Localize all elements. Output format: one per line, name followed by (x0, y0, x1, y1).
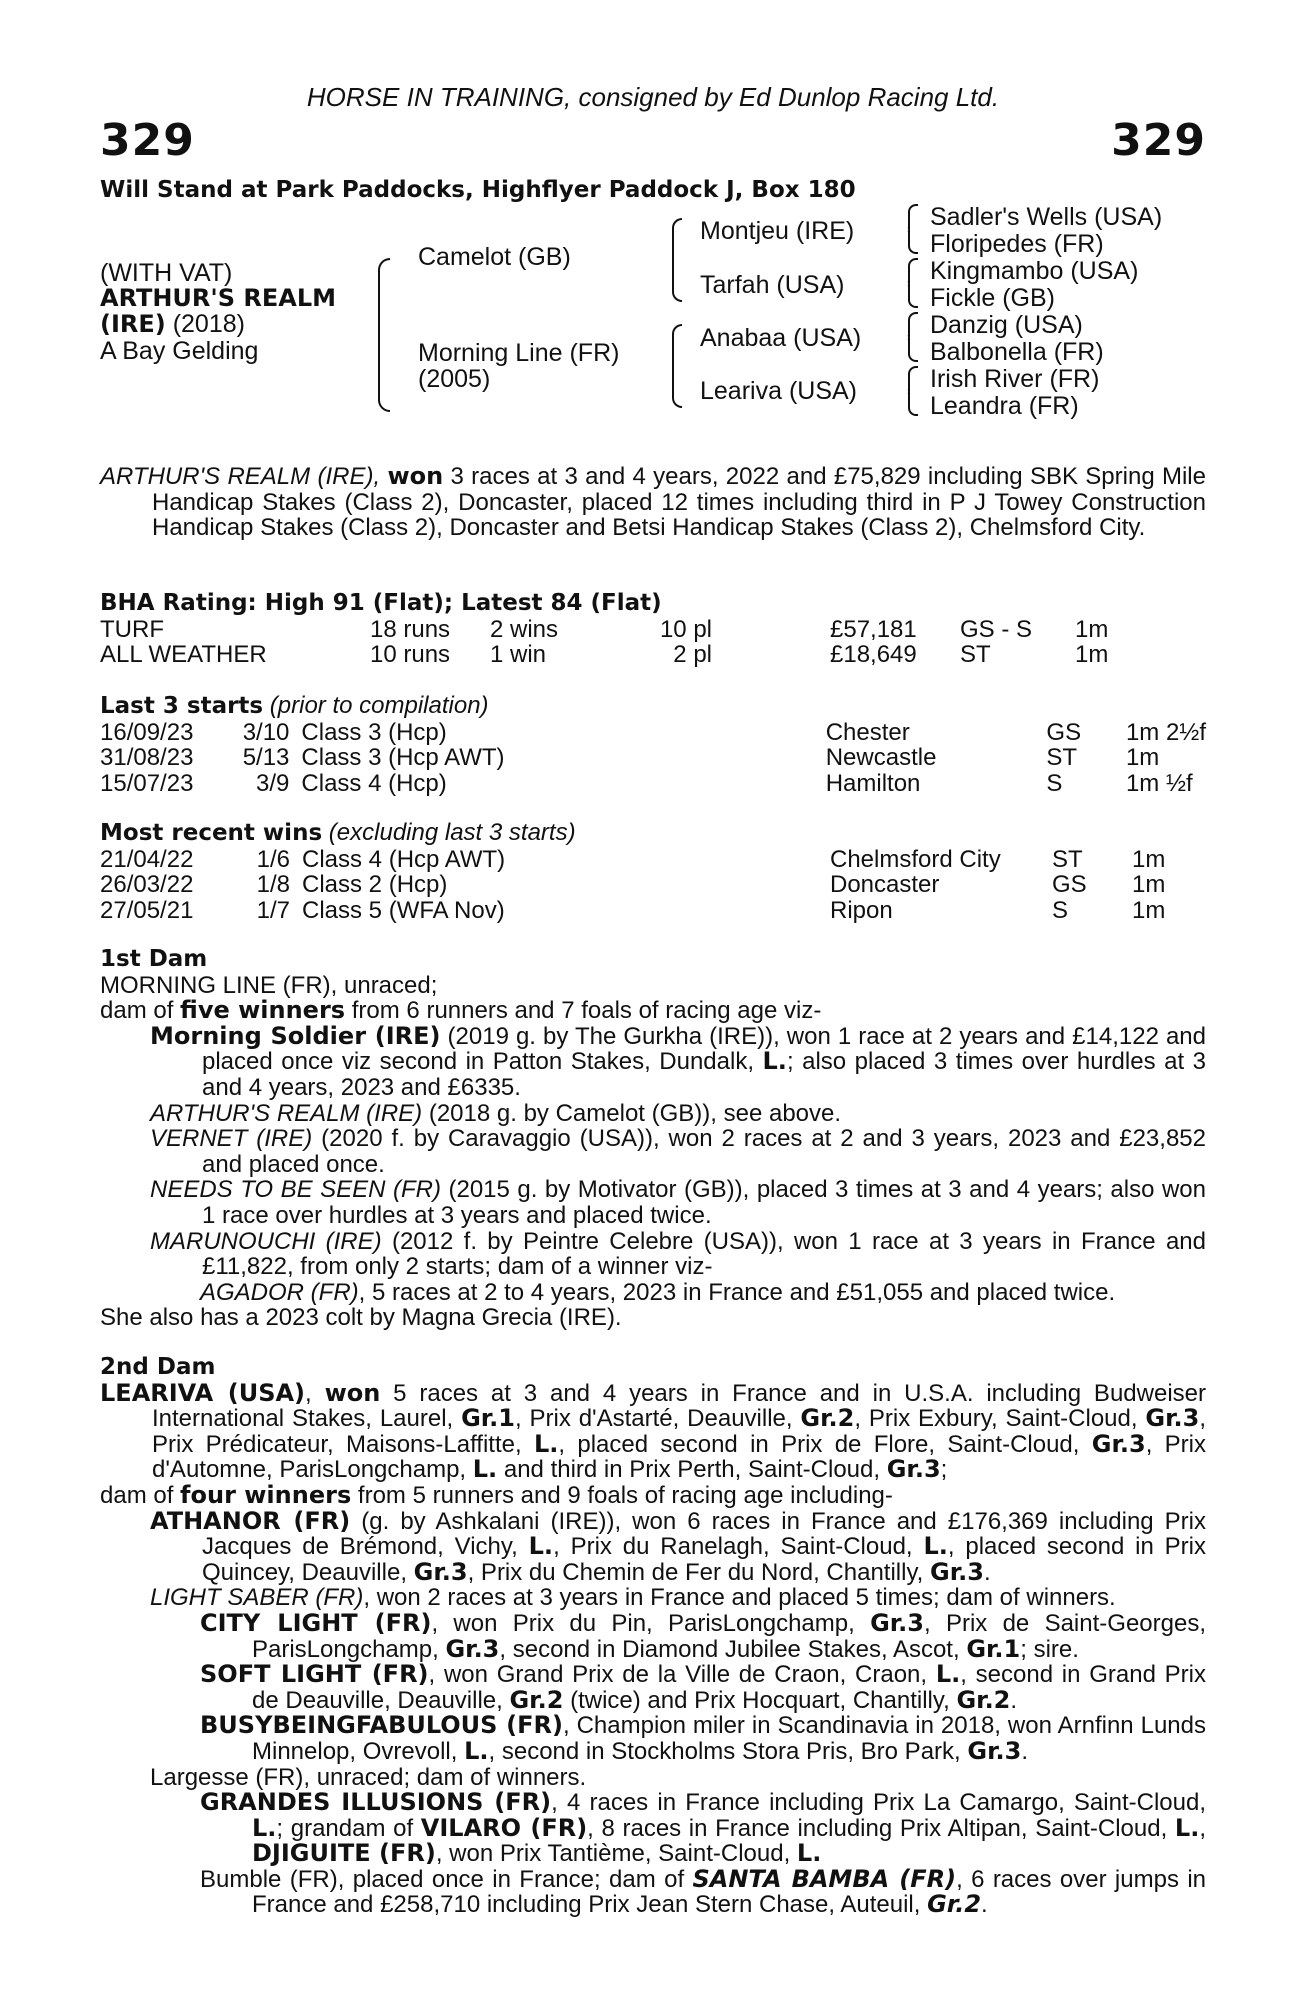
first-dam (100, 947, 1206, 1331)
list-item: CITY LIGHT (FR), won Prix du Pin, ParisLongchamp, Gr.3, Prix de Saint-Georges, ParisLongchamp, Gr.3, second in Diamond Jubilee Stakes, Ascot, Gr.1; sire. (200, 1608, 1206, 1663)
gg-4: Fickle (GB) (930, 284, 1055, 312)
sire-brace (672, 218, 682, 302)
dam-dam: Leariva (USA) (700, 377, 857, 405)
second-dam-title: 2nd Dam (100, 1354, 216, 1380)
list-item: LIGHT SABER (FR), won 2 races at 3 years in France and placed 5 times; dam of winners. (150, 1584, 1116, 1612)
dam-brace (672, 324, 682, 408)
sire-sire: Montjeu (IRE) (700, 217, 855, 245)
list-item: GRANDES ILLUSIONS (FR), 4 races in France including Prix La Camargo, Saint-Cloud, L.; grandam of VILARO (FR), 8 races in France including Prix Altipan, Saint-Cloud, L., DJIGUITE (FR), won Prix Tantième, Saint-Cloud, L. (200, 1788, 1207, 1868)
table-row: 15/07/23 3/9 Class 4 (Hcp) Hamilton S 1m ½f (100, 769, 1193, 797)
pedigree-brace-main (378, 258, 390, 412)
consignor-line: HORSE IN TRAINING, consigned by Ed Dunlop Racing Ltd. (306, 82, 1000, 112)
race-summary: ARTHUR'S REALM (IRE), won 3 races at 3 and 4 years, 2022 and £75,829 including SBK Spring Mile Handicap Stakes (Class 2), Doncaster, placed 12 times including third in P J Towey Construction Handicap Stakes (Class 2), Doncaster and Betsi Handicap Stakes (Class 2), Chelmsford City. (100, 462, 1206, 542)
gg-6: Balbonella (FR) (930, 338, 1104, 366)
last-3-title: Last 3 starts (prior to compilation) (100, 692, 489, 719)
dam-sire: Anabaa (USA) (700, 324, 862, 352)
horse-origin-year: (IRE) (2018) (100, 310, 245, 338)
brace-g34 (902, 258, 914, 308)
dam2-winners-line: dam of four winners from 5 runners and 9 foals of racing age including- (100, 1480, 893, 1509)
list-item: BUSYBEINGFABULOUS (FR), Champion miler in Scandinavia in 2018, won Arnfinn Lunds Minnelop, Ovrevoll, L., second in Stockholms Stora Pris, Bro Park, Gr.3. (200, 1711, 1207, 1765)
table-row: 21/04/22 1/6 Class 4 (Hcp AWT) Chelmsford City ST 1m (100, 845, 1166, 873)
bha-rating (100, 591, 1206, 668)
list-item: Bumble (FR), placed once in France; dam of SANTA BAMBA (FR), 6 races over jumps in France and £258,710 including Prix Jean Stern Chase, Auteuil, Gr.2. (200, 1864, 1206, 1919)
table-row: TURF 18 runs 2 wins 10 pl £57,181 GS - S 1m (100, 615, 1109, 643)
list-item: Largesse (FR), unraced; dam of winners. (150, 1763, 587, 1791)
list-item: AGADOR (FR), 5 races at 2 to 4 years, 2023 in France and £51,055 and placed twice. (200, 1278, 1116, 1306)
list-item: ATHANOR (FR) (g. by Ashkalani (IRE)), won 6 races in France and £176,369 including Prix Jacques de Brémond, Vichy, L., Prix du Ranelagh, Saint-Cloud, L., placed second in Prix Quincey, Deauville, Gr.3, Prix du Chemin de Fer du Nord, Chantilly, Gr.3. (150, 1506, 1207, 1586)
catalogue-page (100, 0, 1206, 2000)
table-row: 27/05/21 1/7 Class 5 (WFA Nov) Ripon S 1m (100, 896, 1166, 924)
dam1-winners-line: dam of five winners from 6 runners and 7 foals of racing age viz- (100, 996, 822, 1025)
brace-g12 (902, 204, 914, 254)
dam-name: Morning Line (FR) (418, 339, 620, 367)
list-item: ARTHUR'S REALM (IRE) (2018 g. by Camelot (GB)), see above. (150, 1099, 842, 1127)
recent-wins-title: Most recent wins (excluding last 3 starts) (100, 819, 576, 846)
gg-8: Leandra (FR) (930, 392, 1079, 420)
lot-number-left: 329 (100, 115, 195, 166)
sire-dam: Tarfah (USA) (700, 271, 845, 299)
first-dam-title: 1st Dam (100, 946, 208, 972)
brace-g78 (902, 366, 914, 416)
recent-wins-table (100, 847, 1165, 924)
list-item: MARUNOUCHI (IRE) (2012 f. by Peintre Celebre (USA)), won 1 race at 3 years in France and £11,822, from only 2 starts; dam of a winner viz- (150, 1227, 1206, 1281)
dam1-line: MORNING LINE (FR), unraced; (100, 971, 438, 999)
horse-description: A Bay Gelding (100, 337, 259, 365)
rating-table (100, 617, 1108, 668)
dam-year: (2005) (418, 365, 491, 393)
sire: Camelot (GB) (418, 243, 571, 271)
most-recent-wins (100, 820, 1206, 923)
table-row: 26/03/22 1/8 Class 2 (Hcp) Doncaster GS 1m (100, 871, 1166, 899)
lot-number-right: 329 (1111, 115, 1206, 166)
list-item: SOFT LIGHT (FR), won Grand Prix de la Ville de Craon, Craon, L., second in Grand Prix de Deauville, Deauville, Gr.2 (twice) and Prix Hocquart, Chantilly, Gr.2. (200, 1660, 1207, 1714)
gg-5: Danzig (USA) (930, 311, 1083, 339)
list-item: VERNET (IRE) (2020 f. by Caravaggio (USA)), won 2 races at 2 and 3 years, 2023 and £23,852 and placed once. (150, 1125, 1206, 1178)
brace-g56 (902, 312, 914, 362)
table-row: 31/08/23 5/13 Class 3 (Hcp AWT) Newcastle ST 1m (100, 744, 1160, 772)
horse-name: ARTHUR'S REALM (100, 284, 337, 312)
list-item: Morning Soldier (IRE) (2019 g. by The Gurkha (IRE)), won 1 race at 2 years and £14,122 and placed once viz second in Patton Stakes, Dundalk, L.; also placed 3 times over hurdles at 3 and 4 years, 2023 and £6335. (150, 1021, 1206, 1101)
gg-7: Irish River (FR) (930, 365, 1100, 393)
vat-note: (WITH VAT) (100, 259, 233, 287)
dam1-end-line: She also has a 2023 colt by Magna Grecia (IRE). (100, 1304, 622, 1332)
last-3-table (100, 720, 1206, 797)
table-row: ALL WEATHER 10 runs 1 win 2 pl £18,649 ST 1m (100, 641, 1109, 669)
second-dam (100, 1355, 1206, 1918)
table-row: 16/09/23 3/10 Class 3 (Hcp) Chester GS 1m 2½f (100, 718, 1206, 746)
last-3-starts (100, 693, 1206, 796)
gg-1: Sadler's Wells (USA) (930, 203, 1163, 231)
dam2-record: LEARIVA (USA), won 5 races at 3 and 4 years in France and in U.S.A. including Budweiser International Stakes, Laurel, Gr.1, Prix d'Astarté, Deauville, Gr.2, Prix Exbury, Saint-Cloud, Gr.3, Prix Prédicateur, Maisons-Laffitte, L., placed second in Prix de Flore, Saint-Cloud, Gr.3, Prix d'Automne, ParisLongchamp, L. and third in Prix Perth, Saint-Cloud, Gr.3; (100, 1378, 1206, 1484)
gg-3: Kingmambo (USA) (930, 257, 1139, 285)
gg-2: Floripedes (FR) (930, 230, 1104, 258)
list-item: NEEDS TO BE SEEN (FR) (2015 g. by Motivator (GB)), placed 3 times at 3 and 4 years; also won 1 race over hurdles at 3 years and placed twice. (150, 1176, 1206, 1229)
bha-rating-title: BHA Rating: High 91 (Flat); Latest 84 (Flat) (100, 590, 662, 616)
stand-line: Will Stand at Park Paddocks, Highflyer Paddock J, Box 180 (100, 177, 856, 203)
